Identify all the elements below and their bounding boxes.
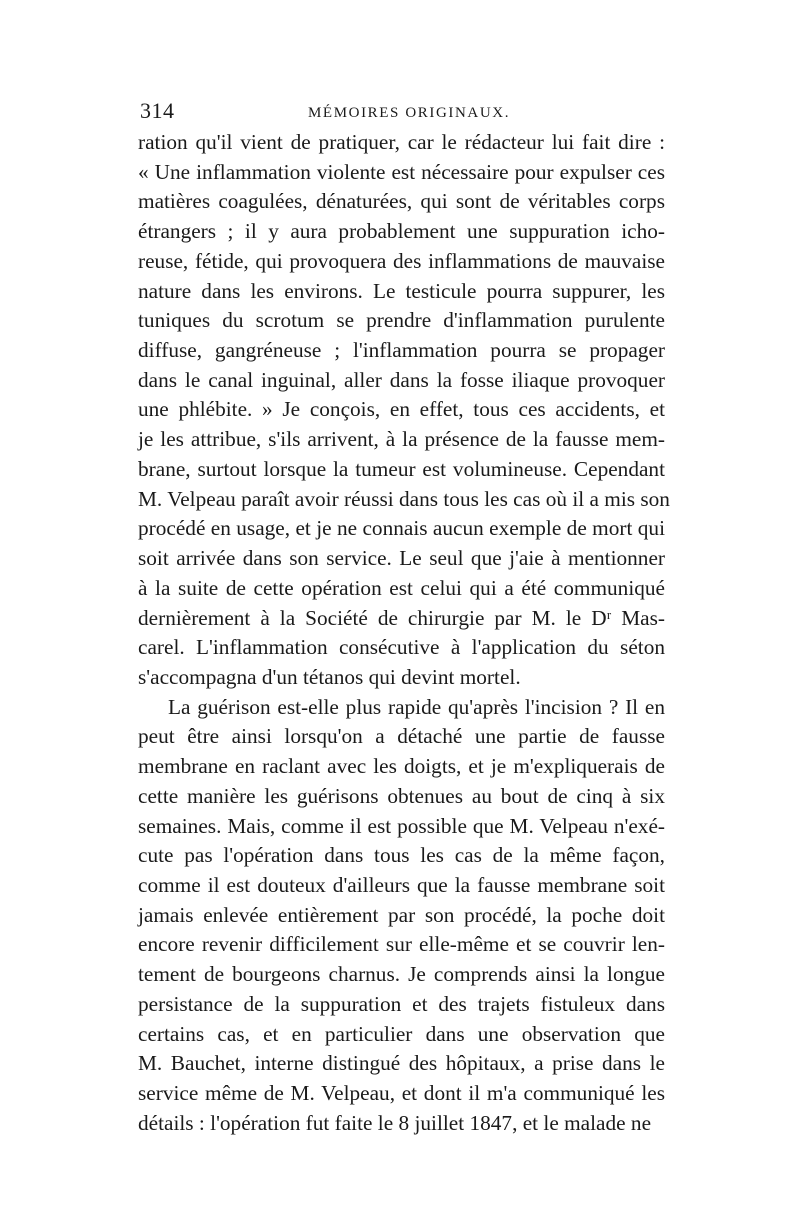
text-line: certains cas, et en particulier dans une observation que [138, 1021, 665, 1046]
text-line: semaines. Mais, comme il est possible que M. Velpeau n'exé- [138, 813, 665, 838]
text-line: M. Bauchet, interne distingué des hôpitaux, a prise dans le [138, 1051, 665, 1076]
text-line: détails : l'opération fut faite le 8 juillet 1847, et le malade ne [138, 1110, 652, 1135]
text-line: ration qu'il vient de pratiquer, car le rédacteur lui fait dire : [138, 130, 665, 154]
text-line: cute pas l'opération dans tous les cas de la même façon, [138, 843, 665, 868]
text-line: une phlébite. » Je conçois, en effet, tous ces accidents, et [138, 397, 665, 422]
text-line: étrangers ; il y aura probablement une suppuration icho- [138, 219, 665, 244]
text-line: je les attribue, s'ils arrivent, à la présence de la fausse mem- [138, 427, 665, 452]
text-line: encore revenir difficilement sur elle-même et se couvrir len- [138, 932, 665, 957]
text-line: reuse, fétide, qui provoquera des inflammations de mauvaise [138, 248, 665, 273]
text-line: dernièrement à la Société de chirurgie par M. le Dʳ Mas- [138, 605, 665, 630]
text-line: peut être ainsi lorsqu'on a détaché une partie de fausse [138, 724, 665, 749]
text-line: carel. L'inflammation consécutive à l'application du séton [138, 635, 665, 660]
paragraph [138, 128, 670, 693]
text-line: brane, surtout lorsque la tumeur est volumineuse. Cependant [138, 456, 665, 481]
page-number: 314 [140, 98, 175, 123]
text-line: s'accompagna d'un tétanos qui devint mortel. [138, 664, 521, 689]
text-line: procédé en usage, et je ne connais aucun exemple de mort qui [138, 516, 665, 541]
text-line: soit arrivée dans son service. Le seul que j'aie à mentionner [138, 546, 665, 571]
body-text [138, 128, 670, 1138]
page-header [140, 96, 665, 126]
text-line: La guérison est-elle plus rapide qu'après l'incision ? Il en [168, 694, 665, 719]
text-line: matières coagulées, dénaturées, qui sont de véritables corps [138, 189, 665, 214]
text-line: cette manière les guérisons obtenues au bout de cinq à six [138, 783, 665, 808]
text-line: dans le canal inguinal, aller dans la fosse iliaque provoquer [138, 367, 665, 392]
text-line: diffuse, gangréneuse ; l'inflammation pourra se propager [138, 338, 665, 363]
text-line: M. Velpeau paraît avoir réussi dans tous les cas où il a mis son [138, 486, 670, 511]
text-line: à la suite de cette opération est celui qui a été communiqué [138, 575, 665, 600]
text-line: tuniques du scrotum se prendre d'inflammation purulente [138, 308, 665, 333]
text-line: « Une inflammation violente est nécessaire pour expulser ces [138, 159, 665, 184]
text-line: service même de M. Velpeau, et dont il m'a communiqué les [138, 1081, 665, 1105]
text-line: tement de bourgeons charnus. Je comprends ainsi la longue [138, 962, 665, 987]
text-line: persistance de la suppuration et des trajets fistuleux dans [138, 991, 665, 1016]
paragraph [138, 693, 665, 1139]
text-line: nature dans les environs. Le testicule pourra suppurer, les [138, 278, 665, 303]
text-line: membrane en raclant avec les doigts, et je m'expliquerais de [138, 754, 665, 779]
running-head: MÉMOIRES ORIGINAUX. [308, 105, 511, 121]
text-line: jamais enlevée entièrement par son procédé, la poche doit [138, 902, 665, 927]
text-line: comme il est douteux d'ailleurs que la fausse membrane soit [138, 872, 665, 897]
